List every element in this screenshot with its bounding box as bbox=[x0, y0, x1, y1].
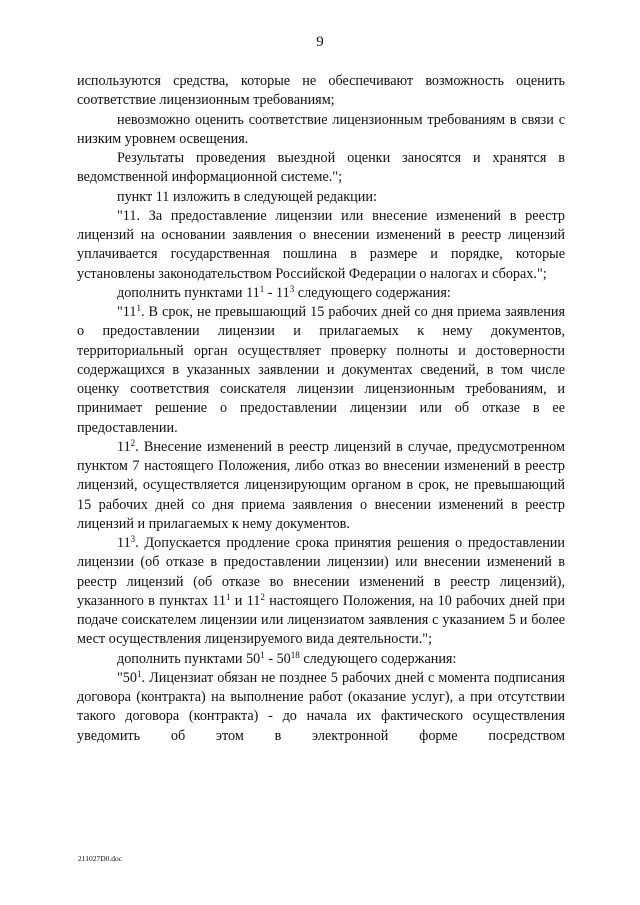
text: - 50 bbox=[264, 650, 291, 667]
superscript: 3 bbox=[289, 283, 295, 294]
footer-filename: 211027D0.doc bbox=[78, 854, 123, 863]
text: - 11 bbox=[264, 284, 290, 301]
paragraph: $11^3$. Допускается продление срока принятия решения о предоставлении лицензии (об отказе в предоставлении лицензии) или внесении изменений в реестр лицензий (об отказе во внесении изменений в реестр лицензий), указанного в пунктах $11^1$ и $11^2$ настоящего Положения, на 10 рабочих дней при подаче соискателем лицензии или лицензиатом заявления с указанием 5 и более мест осуществления лицензируемого вида деятельности."; bbox=[77, 534, 565, 648]
text: дополнить пунктами 50 bbox=[117, 650, 261, 667]
paragraph: $11^2$. Внесение изменений в реестр лицензий в случае, предусмотренном пунктом 7 настоящего Положения, либо отказ во внесении изменений в реестр лицензий, осуществляется лицензирующим органом в срок, не превышающий 15 рабочих дней со дня приема заявления о внесении изменений в реестр лицензий и прилагаемых к нему документов. bbox=[77, 437, 565, 532]
text: следующего содержания: bbox=[299, 650, 457, 667]
paragraph: невозможно оценить соответствие лицензионным требованиям в связи с низким уровнем освещения. bbox=[77, 111, 565, 147]
paragraph: пункт 11 изложить в следующей редакции: bbox=[117, 188, 377, 205]
paragraph: "$11^1$. В срок, не превышающий 15 рабочих дней со дня приема заявления о предоставлении лицензии и прилагаемых к нему документов, территориальный орган осуществляет проверку полноты и достоверности содержащихся в указанных заявлении и документах сведений, в том числе оценку соответствия соискателя лицензии лицензионным требованиям, и принимает решение о предоставлении лицензии или об отказе в ее предоставлении. bbox=[77, 303, 565, 436]
text: дополнить пунктами 11 bbox=[117, 284, 260, 301]
superscript: 1 bbox=[260, 649, 265, 660]
paragraph-add-points-11 bbox=[77, 284, 565, 303]
paragraph-add-points-50 bbox=[77, 650, 565, 669]
paragraph: "11. За предоставление лицензии или внесение изменений в реестр лицензий на основании заявления о внесении изменений в реестр лицензий уплачивается государственная пошлина в размере и порядке, которые установлены законодательством Российской Федерации о налогах и сборах."; bbox=[77, 207, 565, 282]
text: следующего содержания: bbox=[294, 284, 451, 301]
paragraph: используются средства, которые не обеспечивают возможность оценить соответствие лицензионным требованиям; bbox=[77, 73, 565, 109]
paragraph: Результаты проведения выездной оценки заносятся и хранятся в ведомственной информационной системе."; bbox=[77, 150, 565, 186]
superscript: 18 bbox=[290, 649, 300, 660]
paragraph: "$50^1$. Лицензиат обязан не позднее 5 рабочих дней с момента подписания договора (контракта) на выполнение работ (оказание услуг), а при отсутствии такого договора (контракта) - до начала их фактического осуществления уведомить об этом в электронной форме посредством bbox=[77, 668, 565, 744]
document-body bbox=[77, 72, 565, 746]
page-number: 9 bbox=[316, 34, 324, 50]
superscript: 1 bbox=[259, 283, 265, 294]
